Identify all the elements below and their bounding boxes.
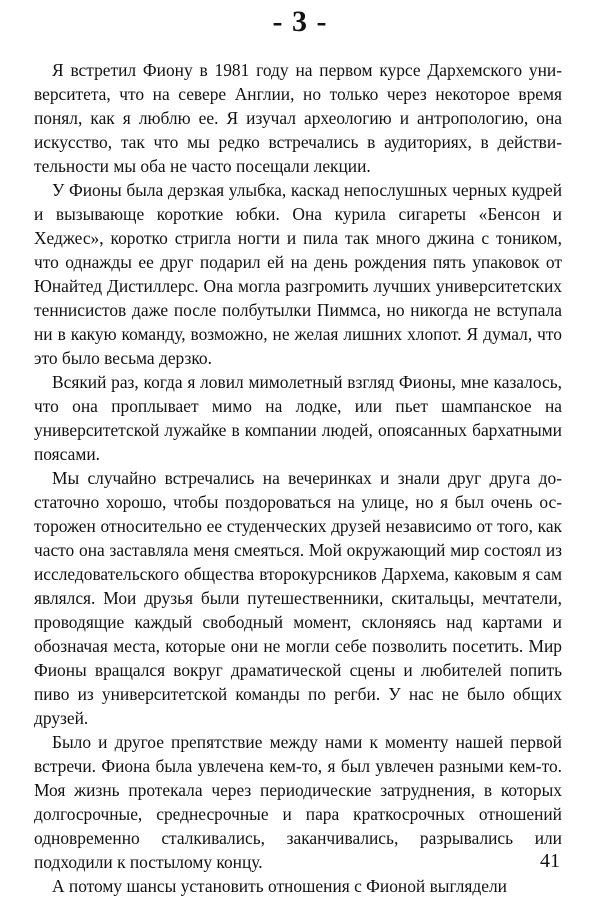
page-number: 41 bbox=[540, 850, 560, 872]
paragraph-4: Мы случайно встречались на вечеринках и знали друг друга достаточно хорошо, чтобы поздороваться на улице, но я был очень осторожен относительно ее студенческих друзей независимо от того, как часто она заставляла меня смеяться. Мой окружающий мир состоял из исследовательского общества второкурсников Дархема, каковым я сам являлся. Мои друзья были путешественники, скитальцы, мечтатели, проводящие каждый свободный момент, склоняясь над картами и обозначая места, которые они не могли себе позволить посетить. Мир Фионы вращался вокруг драматической сцены и любителей попить пиво из университетской команды по регби. У нас не было общих друзей. bbox=[34, 468, 562, 728]
paragraph-2: У Фионы была дерзкая улыбка, каскад непослушных черных кудрей и вызывающе короткие юбки. Она курила сигареты «Бенсон и Хеджес», коротко стригла ногти и пила так много джина с тоником, что однажды ее друг подарил ей на день рождения пять упаковок от Юнайтед Дистиллерс. Она могла разгромить лучших университетских теннисистов даже после полбутылки Пиммса, но никогда не вступала ни в какую команду, возможно, не желая лишних хлопот. Я думал, что это было весьма дерзко. bbox=[34, 180, 562, 368]
paragraph-5: Было и другое препятствие между нами к моменту нашей первой встречи. Фиона была увлечена кем-то, я был увлечен разными кем-то. Моя жизнь протекала через периодические затруднения, в которых долгосрочные, среднесрочные и пара краткосрочных отношений одновременно сталкивались, заканчивались, разрывались или подходили к постылому концу. bbox=[34, 732, 562, 872]
paragraph-3: Всякий раз, когда я ловил мимолетный взгляд Фионы, мне казалось, что она проплывает мимо на лодке, или пьет шампанское на университетской лужайке в компании людей, опоясанных бархатными поясами. bbox=[34, 372, 562, 464]
paragraph-6: А потому шансы установить отношения с Фионой выглядели bbox=[52, 876, 507, 896]
chapter-heading: - 3 - bbox=[272, 5, 328, 38]
paragraph-1: Я встретил Фиону в 1981 году на первом курсе Дархемского университета, что на севере Англии, но только через некоторое время понял, как я люблю ее. Я изучал археологию и антропологию, она искусство, так что мы редко встречались в аудиториях, в действительности мы оба не часто посещали лекции. bbox=[34, 60, 562, 176]
body-text bbox=[34, 58, 562, 898]
